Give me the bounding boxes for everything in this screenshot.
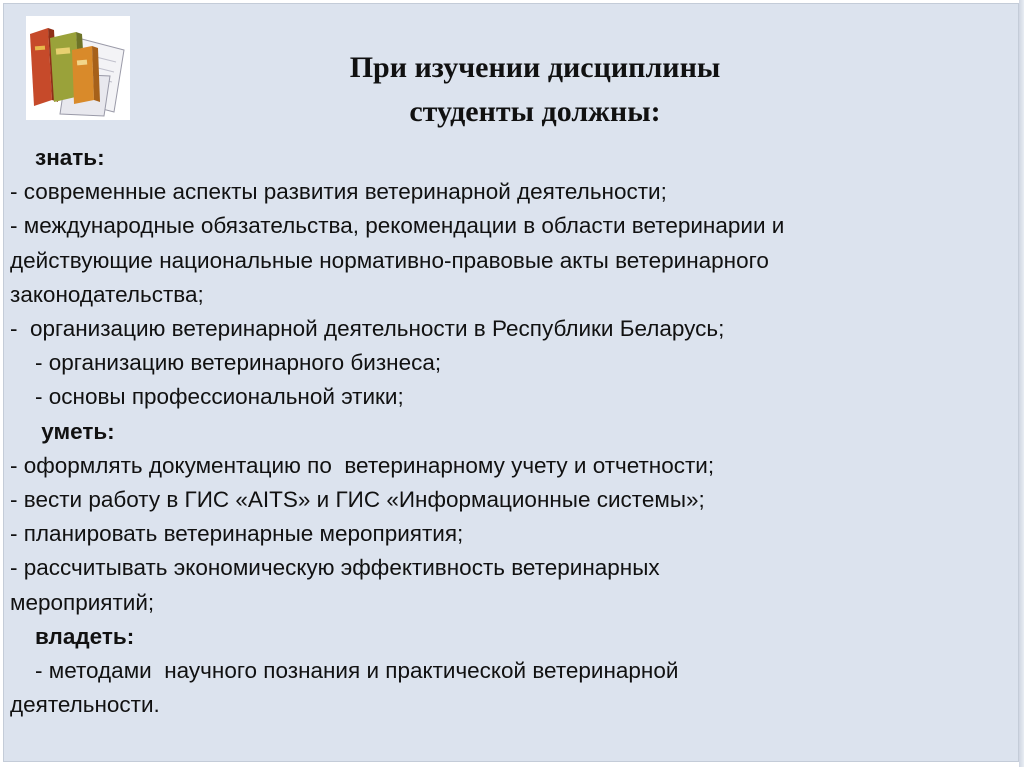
list-item: - международные обязательства, рекомендации в области ветеринарии и bbox=[10, 213, 785, 239]
list-item: - вести работу в ГИС «AITS» и ГИС «Информационные системы»; bbox=[10, 487, 705, 513]
requirements-text bbox=[10, 141, 1010, 722]
section-heading-know: знать: bbox=[10, 145, 105, 170]
list-item: - современные аспекты развития ветеринарной деятельности; bbox=[10, 179, 667, 205]
list-item-continuation: законодательства; bbox=[10, 281, 204, 307]
list-item: - оформлять документацию по ветеринарному учету и отчетности; bbox=[10, 452, 715, 478]
section-heading-master: владеть: bbox=[10, 623, 135, 649]
section-heading-able: уметь: bbox=[10, 418, 115, 444]
list-item: - основы профессиональной этики; bbox=[10, 384, 404, 410]
list-item-continuation: деятельности. bbox=[10, 692, 160, 718]
list-item-continuation: мероприятий; bbox=[10, 589, 155, 615]
books-and-papers-icon bbox=[26, 16, 130, 120]
list-item: - организацию ветеринарного бизнеса; bbox=[10, 350, 442, 376]
slide-title bbox=[250, 46, 820, 134]
list-item-continuation: действующие национальные нормативно-правовые акты ветеринарного bbox=[10, 247, 769, 273]
list-item: - организацию ветеринарной деятельности в Республики Беларусь; bbox=[10, 316, 725, 342]
title-line-2: студенты должны: bbox=[409, 95, 661, 128]
list-item: - методами научного познания и практической ветеринарной bbox=[10, 658, 679, 684]
list-item: - рассчитывать экономическую эффективность ветеринарных bbox=[10, 555, 660, 581]
list-item: - планировать ветеринарные мероприятия; bbox=[10, 521, 464, 547]
title-line-1: При изучении дисциплины bbox=[349, 51, 721, 84]
slide-edge bbox=[1019, 0, 1024, 767]
